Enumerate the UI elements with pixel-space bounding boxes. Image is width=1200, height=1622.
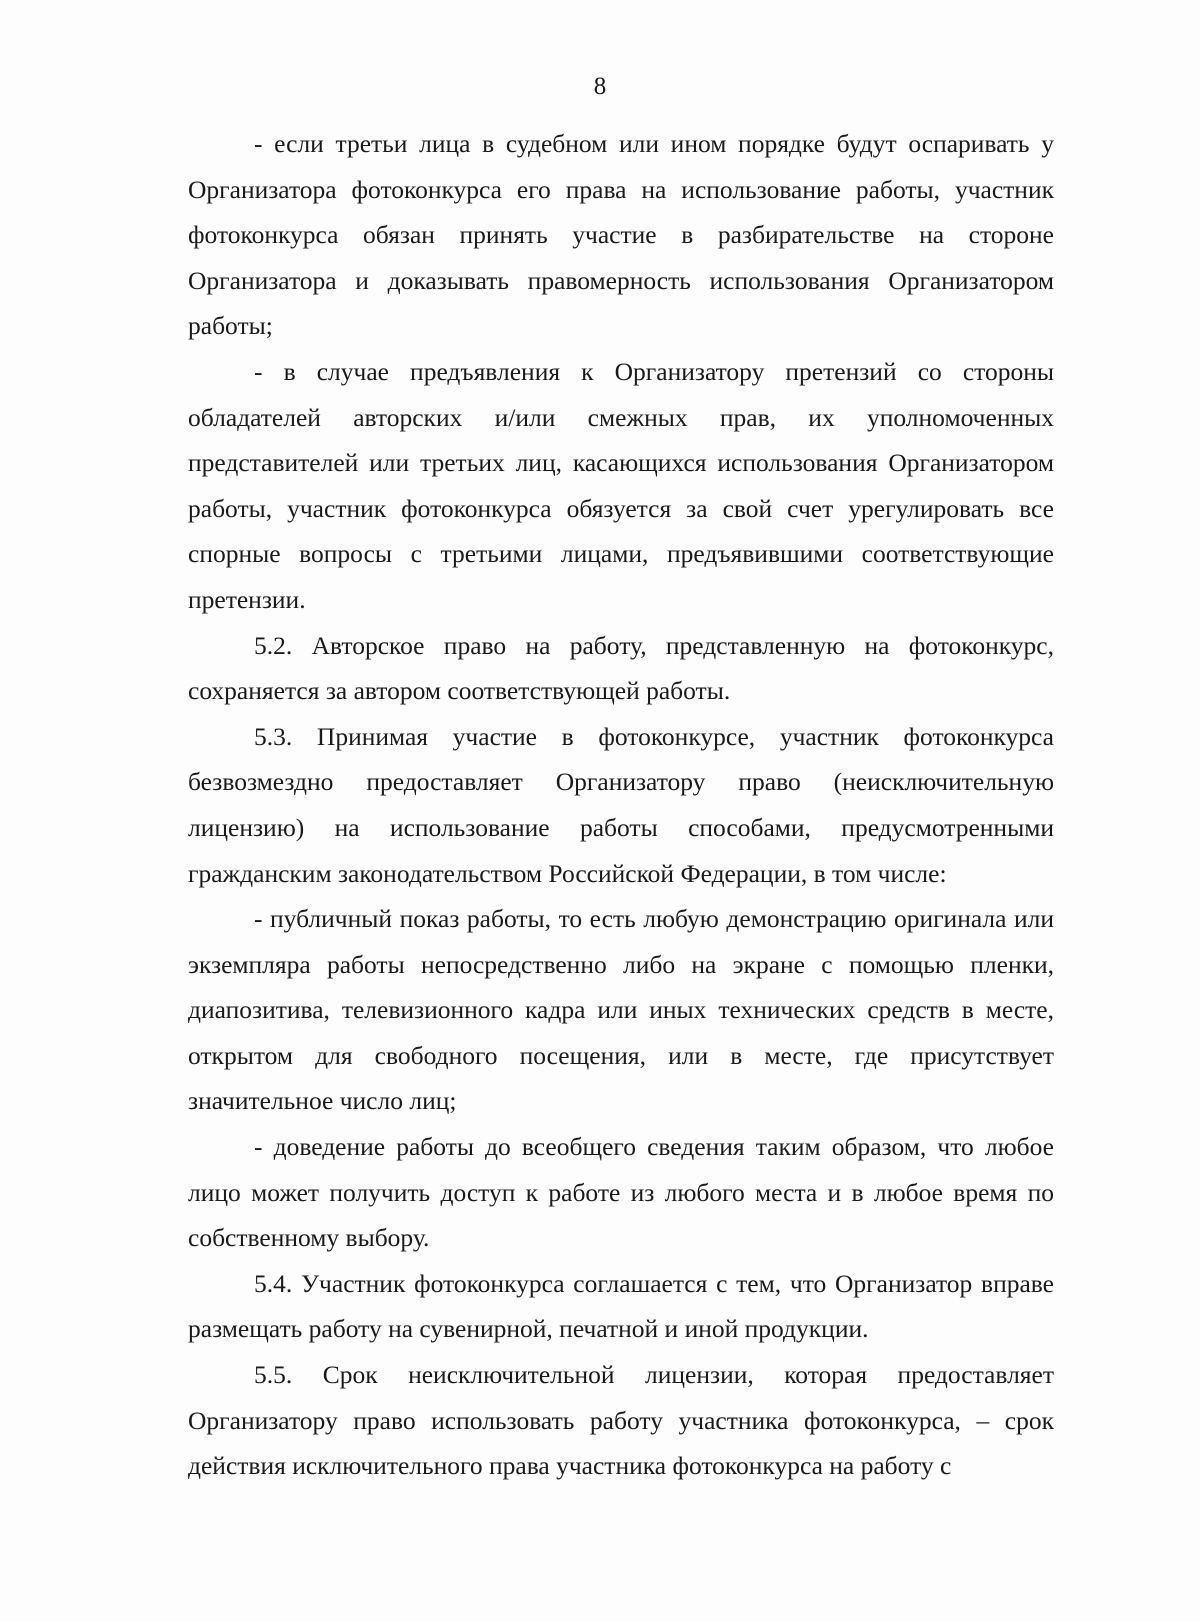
paragraph-claims-settlement: - в случае предъявления к Организатору претензий со стороны обладателей авторских и/или смежных прав, их уполномоченных представителей или третьих лиц, касающихся использования Организатором работы, участник фотоконкурса обязуется за свой счет урегулировать все спорные вопросы с третьими лицами, предъявившими соответствующие претензии.	[188, 356, 1054, 614]
paragraph-public-access: - доведение работы до всеобщего сведения таким образом, что любое лицо может получить доступ к работе из любого места и в любое время по собственному выбору.	[188, 1132, 1054, 1253]
paragraph-public-display: - публичный показ работы, то есть любую демонстрацию оригинала или экземпляра работы непосредственно либо на экране с помощью пленки, диапозитива, телевизионного кадра или иных технических средств в месте, открытом для свободного посещения, или в месте, где присутствует значительное число лиц;	[188, 904, 1054, 1116]
paragraph-5-3-license: 5.3. Принимая участие в фотоконкурсе, участник фотоконкурса безвозмездно предоставляет Организатору право (неисключительную лицензию) на использование работы способами, предусмотренными гражданским законодательством Российской Федерации, в том числе:	[188, 721, 1054, 888]
paragraph-5-5-license-term: 5.5. Срок неисключительной лицензии, которая предоставляет Организатору право использовать работу участника фотоконкурса, – срок действия исключительного права участника фотоконкурса на работу с	[188, 1360, 1054, 1481]
document-body	[188, 121, 1054, 1489]
paragraph-5-4-merchandise: 5.4. Участник фотоконкурса соглашается с тем, что Организатор вправе размещать работу на сувенирной, печатной и иной продукции.	[188, 1268, 1054, 1344]
paragraph-dispute-third-parties: - если третьи лица в судебном или ином порядке будут оспаривать у Организатора фотоконкурса его права на использование работы, участник фотоконкурса обязан принять участие в разбирательстве на стороне Организатора и доказывать правомерность использования Организатором работы;	[188, 129, 1054, 341]
page-number: 8	[593, 73, 607, 100]
paragraph-5-2-copyright: 5.2. Авторское право на работу, представленную на фотоконкурс, сохраняется за автором соответствующей работы.	[188, 630, 1054, 706]
